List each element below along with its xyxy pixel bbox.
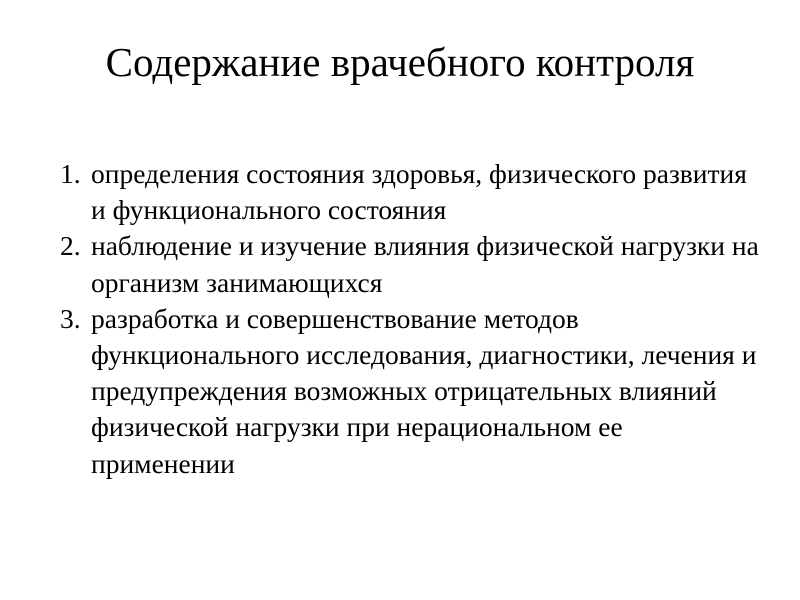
list-item [60, 156, 760, 228]
content-list [60, 156, 760, 482]
list-item-text: наблюдение и изучение влияния физической нагрузки на организм занимающихся [91, 230, 759, 298]
list-item [60, 301, 760, 482]
list-item-number: 2. [60, 230, 81, 262]
list-item-text: разработка и совершенствование методов функционального исследования, диагностики, лечения и предупреждения возможных отрицательных влияний физической нагрузки при нерациональном ее применении [91, 302, 757, 479]
list-item-text: определения состояния здоровья, физического развития и функционального состояния [91, 158, 747, 226]
list-item-number: 1. [60, 158, 81, 189]
slide-title: Содержание врачебного контроля [105, 39, 695, 85]
list-item [60, 228, 760, 300]
list-item-number: 3. [60, 302, 81, 334]
